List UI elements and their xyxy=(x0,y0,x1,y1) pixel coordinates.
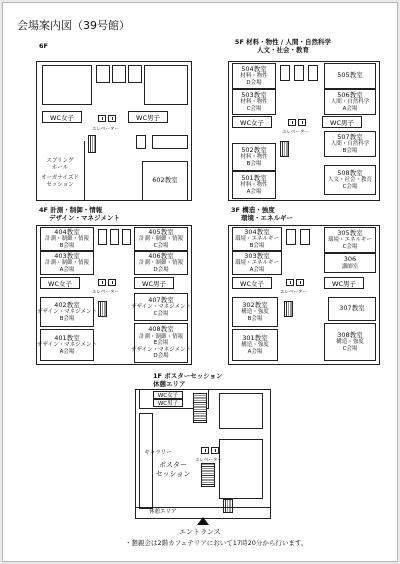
room-306-name: 306 xyxy=(343,255,357,263)
room-506-track: 人間・自然科学 xyxy=(330,99,370,106)
room-402 xyxy=(37,297,97,327)
elevator-icon xyxy=(296,279,304,286)
room-401 xyxy=(37,329,97,361)
floor-3f-block xyxy=(300,229,310,245)
room-506-name: 506教室 xyxy=(337,90,363,99)
room-506 xyxy=(324,89,376,115)
room-306-use: 講師室 xyxy=(341,263,359,270)
floor-5f-block xyxy=(308,65,318,81)
stairs xyxy=(88,135,96,153)
room-307 xyxy=(328,297,376,321)
floor-3f-label-1: 3F 構造・強度 xyxy=(231,206,275,214)
room-306 xyxy=(324,253,376,273)
floor-6f-block xyxy=(112,65,126,83)
floor-6f-wc-female: WC女子 xyxy=(42,111,82,123)
floor-1f-poster xyxy=(151,457,195,483)
stairs xyxy=(193,393,207,423)
room-501-track: 材料・物性 xyxy=(240,182,268,189)
floor-5f-plan xyxy=(228,61,380,201)
floor-4f-label-1: 4F 計測・制御・情報 xyxy=(39,206,103,214)
room-301-venue: A会場 xyxy=(247,348,263,355)
room-305-track: 環境・エネルギー xyxy=(327,237,372,244)
floor-1f-label-2: 休憩エリア xyxy=(153,380,186,388)
floor-3f-plan xyxy=(228,225,380,365)
floor-6f-block xyxy=(96,65,110,83)
room-307-name: 307教室 xyxy=(339,304,365,313)
room-407-name: 407教室 xyxy=(148,295,174,304)
floor-3f-elevator-label: エレベーター xyxy=(280,290,307,295)
room-408-venue: D会場 xyxy=(153,353,169,360)
floor-4f-plan xyxy=(36,225,192,365)
room-403 xyxy=(40,251,94,275)
room-404 xyxy=(40,227,94,251)
wall xyxy=(84,141,85,201)
elevator-icon xyxy=(286,279,294,286)
room-304-venue: B会場 xyxy=(249,242,265,249)
floor-3f-wc-female: WC女子 xyxy=(232,277,272,289)
room-502-venue: B会場 xyxy=(246,160,262,167)
room-302 xyxy=(232,297,278,327)
room-507 xyxy=(324,131,376,157)
room-404-track: 計測・制御・情報 xyxy=(44,236,89,243)
room-308-track: 構造・強度 xyxy=(336,339,364,346)
floor-1f-wc-female: WC女子 xyxy=(153,391,183,399)
elevator-icon xyxy=(98,279,106,286)
floor-4f-elevator-label: エレベーター xyxy=(92,290,119,295)
room-504-name: 504教室 xyxy=(241,64,267,73)
room-406 xyxy=(134,251,188,275)
room-502-name: 502教室 xyxy=(241,145,267,154)
room-406-venue: D会場 xyxy=(153,266,169,273)
room-304 xyxy=(232,227,282,251)
room-503-venue: C会場 xyxy=(246,105,262,112)
room-508 xyxy=(324,165,376,195)
floor-6f-wc-male: WC男子 xyxy=(128,111,168,123)
room-505-name: 505教室 xyxy=(337,71,363,80)
stairs xyxy=(223,499,233,513)
spring-hall-line: ホール xyxy=(51,164,69,171)
room-503-name: 503教室 xyxy=(241,90,267,99)
entrance-label: エントランス xyxy=(179,528,221,536)
poster-label: ポスター xyxy=(159,461,187,469)
elevator-icon xyxy=(211,447,219,454)
floor-5f-label-1: 5F 材料・物性 / 人間・自然科学 xyxy=(234,38,332,46)
floor-4f-label-2: デザイン・マネジメント xyxy=(49,214,120,222)
elevator-icon xyxy=(98,115,106,122)
floor-5f-label-2: 人文・社会・教育 xyxy=(257,46,309,54)
page xyxy=(2,2,398,562)
poster-label: セッション xyxy=(155,470,191,478)
room-408-track: 計測・制御・情報 xyxy=(138,333,183,340)
room-502 xyxy=(232,143,276,171)
room-304-name: 304教室 xyxy=(244,227,270,236)
room-501 xyxy=(232,171,276,199)
floor-4f-block xyxy=(98,229,107,245)
room-507-venue: B会場 xyxy=(342,147,358,154)
elevator-icon xyxy=(201,447,209,454)
floor-1f-plan xyxy=(135,389,271,519)
room-502-track: 材料・物性 xyxy=(240,154,268,161)
room-506-venue: A会場 xyxy=(342,105,358,112)
floor-1f-wc-male: WC男子 xyxy=(153,399,183,407)
room-401-track: デザイン・マネジメント xyxy=(37,342,97,349)
wall xyxy=(135,507,271,508)
elevator-icon xyxy=(298,119,306,126)
room-407-venue: C会場 xyxy=(153,310,169,317)
room-508-venue: C会場 xyxy=(342,183,358,190)
stairs xyxy=(284,301,293,317)
room-303-venue: A会場 xyxy=(249,266,265,273)
room-301 xyxy=(232,329,278,361)
room-403-track: 計測・制御・情報 xyxy=(44,260,89,267)
room-404-name: 404教室 xyxy=(54,227,80,236)
room-302-track: 構造・強度 xyxy=(241,309,269,316)
floor-1f-elevator-label: エレベーター xyxy=(195,458,222,463)
floor-4f-block xyxy=(110,229,119,245)
entrance-arrow-icon xyxy=(197,517,209,525)
room-405 xyxy=(134,227,188,251)
room-405-venue: C会場 xyxy=(153,242,169,249)
room-408-venue: E会場 xyxy=(153,340,169,347)
floor-5f-block xyxy=(294,65,304,81)
spring-hall-line: セッション xyxy=(46,181,74,188)
room-403-name: 403教室 xyxy=(54,251,80,260)
floor-6f-spring-hall xyxy=(42,149,78,197)
room-408 xyxy=(131,323,191,363)
room-503 xyxy=(232,89,276,115)
elevator-icon xyxy=(288,119,296,126)
gallery-label: ギャラリー xyxy=(144,449,172,456)
floor-6f-block xyxy=(128,65,142,83)
floor-1f-label-1: 1F ポスターセッション xyxy=(153,372,223,380)
floor-5f-wc-male: WC男子 xyxy=(322,116,362,128)
room-304-track: 環境・エネルギー xyxy=(234,236,279,243)
room-405-name: 405教室 xyxy=(148,227,174,236)
floor-6f-block xyxy=(136,135,146,149)
spring-hall-line: オーガナイズド xyxy=(41,175,79,181)
floor-1f-block xyxy=(219,393,263,429)
room-508-name: 508教室 xyxy=(337,168,363,177)
room-504-track: 材料・物性 xyxy=(240,73,268,80)
room-302-name: 302教室 xyxy=(242,300,268,309)
footnote: ・懇親会は2階カフェテリアにおいて17時20分から行います。 xyxy=(125,539,308,547)
floor-5f-block xyxy=(280,65,290,81)
room-507-track: 人間・自然科学 xyxy=(330,141,370,148)
room-406-track: 計測・制御・情報 xyxy=(138,260,183,267)
spring-hall-line: スプリング xyxy=(46,158,74,164)
floor-5f-wc-female: WC女子 xyxy=(232,116,272,128)
room-401-name: 401教室 xyxy=(54,333,80,342)
floor-3f-block xyxy=(286,229,296,245)
floor-6f-plan xyxy=(36,61,192,201)
floor-4f-block xyxy=(122,229,131,245)
room-602 xyxy=(142,161,188,201)
elevator-icon xyxy=(108,115,116,122)
room-302-venue: B会場 xyxy=(247,315,263,322)
floor-1f-block xyxy=(219,439,263,499)
room-401-venue: A会場 xyxy=(59,348,75,355)
room-408-track: デザイン・マネジメント xyxy=(131,346,191,353)
room-406-name: 406教室 xyxy=(148,251,174,260)
room-301-track: 構造・強度 xyxy=(241,342,269,349)
room-508-track: 人文・社会・教育 xyxy=(327,177,372,184)
floor-3f-label-2: 環境・エネルギー xyxy=(241,214,293,222)
stairs xyxy=(201,463,215,487)
room-407-track: デザイン・マネジメント xyxy=(131,304,191,311)
room-308-name: 308教室 xyxy=(337,330,363,339)
floor-6f-block xyxy=(42,65,92,105)
room-407 xyxy=(131,293,191,321)
floor-3f-wc-male: WC男子 xyxy=(324,277,364,289)
room-602-label: 602教室 xyxy=(152,176,178,185)
room-303 xyxy=(232,251,282,275)
room-403-venue: A会場 xyxy=(59,266,75,273)
stairs xyxy=(98,301,107,317)
room-405-track: 計測・制御・情報 xyxy=(138,236,183,243)
floor-4f-wc-female: WC女子 xyxy=(40,277,80,289)
room-303-name: 303教室 xyxy=(244,251,270,260)
room-505 xyxy=(324,63,376,89)
room-305-venue: C会場 xyxy=(342,243,358,250)
room-402-name: 402教室 xyxy=(54,300,80,309)
room-503-track: 材料・物性 xyxy=(240,99,268,106)
room-504 xyxy=(232,63,276,89)
room-504-venue: D会場 xyxy=(246,79,262,86)
room-501-name: 501教室 xyxy=(241,173,267,182)
room-404-venue: B会場 xyxy=(59,242,75,249)
room-308-venue: C会場 xyxy=(342,345,358,352)
floor-1f-rest-area: 休憩エリア xyxy=(149,509,177,515)
page-title: 会場案内図（39号館） xyxy=(17,19,130,32)
room-308 xyxy=(324,323,376,361)
elevator-icon xyxy=(108,279,116,286)
floor-6f-block xyxy=(152,135,188,149)
room-507-name: 507教室 xyxy=(337,132,363,141)
floor-4f-wc-male: WC男子 xyxy=(134,277,174,289)
room-501-venue: A会場 xyxy=(246,188,262,195)
floor-6f-label: 6F xyxy=(39,42,48,50)
floor-6f-elevator-label: エレベーター xyxy=(92,127,119,132)
room-301-name: 301教室 xyxy=(242,333,268,342)
floor-6f-block xyxy=(144,65,188,105)
room-305 xyxy=(324,227,376,253)
room-402-venue: B会場 xyxy=(59,315,75,322)
room-402-track: デザイン・マネジメント xyxy=(37,309,97,316)
room-303-track: 環境・エネルギー xyxy=(234,260,279,267)
room-305-name: 305教室 xyxy=(337,228,363,237)
room-408-name: 408教室 xyxy=(148,325,174,334)
floor-5f-elevator-label: エレベーター xyxy=(282,130,309,135)
stairs xyxy=(280,141,289,157)
